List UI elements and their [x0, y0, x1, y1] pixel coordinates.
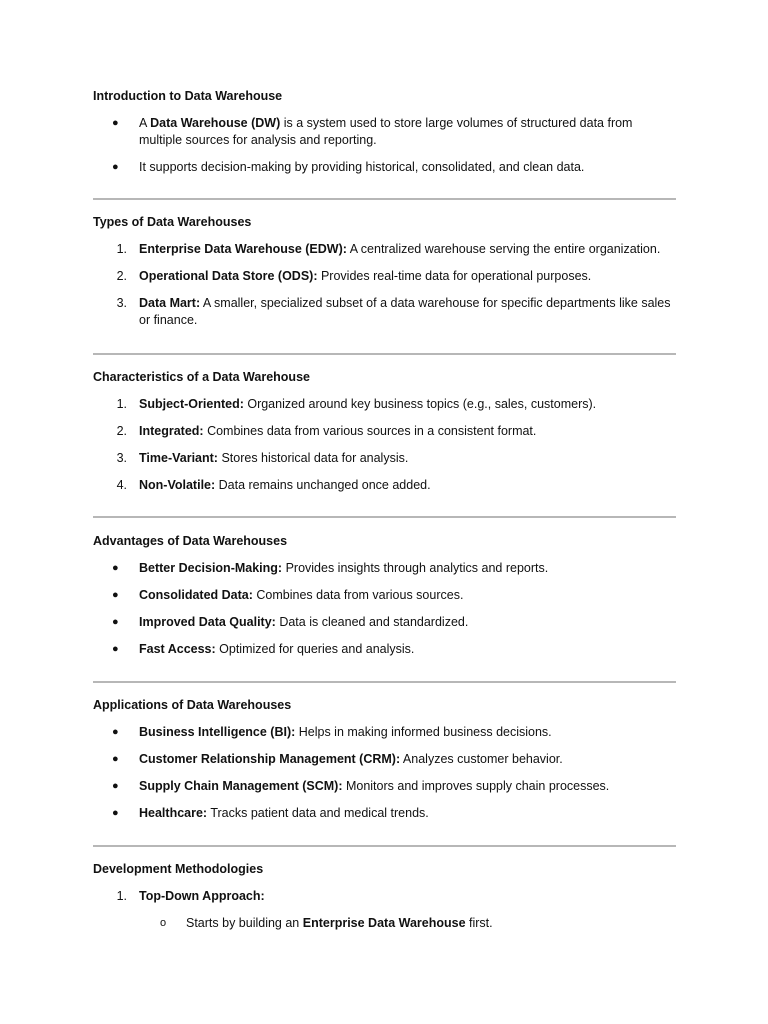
section-types [93, 214, 676, 329]
horizontal-divider [93, 681, 676, 683]
list-number: 4. [116, 478, 127, 492]
list-item [93, 423, 676, 440]
item-term: Business Intelligence (BI): [139, 725, 296, 739]
item-term: Data Warehouse (DW) [150, 116, 281, 130]
item-text: Tracks patient data and medical trends. [207, 806, 429, 820]
item-term: Consolidated Data: [139, 588, 253, 602]
list-item [93, 268, 676, 285]
item-text: Analyzes customer behavior. [400, 752, 563, 766]
bullet-marker: ● [112, 807, 119, 819]
item-term: Subject-Oriented: [139, 397, 244, 411]
list-item [93, 614, 676, 631]
sub-bullet-marker: o [160, 917, 167, 929]
item-term: Healthcare: [139, 806, 208, 820]
item-term: Improved Data Quality: [139, 615, 276, 629]
horizontal-divider [93, 198, 676, 200]
bullet-marker: ● [112, 589, 119, 601]
list-item [93, 477, 676, 494]
list-item [93, 805, 676, 822]
item-term: Customer Relationship Management (CRM): [139, 752, 401, 766]
list-item [93, 241, 676, 258]
item-text: Monitors and improves supply chain processes. [342, 779, 610, 793]
list-item [93, 295, 676, 329]
section-advantages [93, 533, 676, 658]
section-heading: Advantages of Data Warehouses [93, 534, 288, 548]
item-term: Enterprise Data Warehouse (EDW): [139, 242, 347, 256]
list-item [93, 115, 676, 149]
bullet-marker: ● [112, 616, 119, 628]
list-item [93, 396, 676, 413]
item-text-lead: Starts by building an [186, 916, 303, 930]
item-text: A smaller, specialized subset of a data warehouse for specific departments like sales or finance. [139, 296, 671, 327]
section-applications [93, 697, 676, 822]
list-number: 1. [116, 889, 127, 903]
list-item [93, 888, 676, 905]
item-text: first. [465, 916, 493, 930]
list-number: 1. [116, 397, 127, 411]
list-number: 1. [116, 242, 127, 256]
item-text: Combines data from various sources. [252, 588, 464, 602]
item-term: Supply Chain Management (SCM): [139, 779, 343, 793]
section-methodologies [93, 861, 676, 932]
bullet-marker: ● [112, 643, 119, 655]
item-text: Data remains unchanged once added. [215, 478, 431, 492]
list-item [93, 778, 676, 795]
list-item [93, 587, 676, 604]
horizontal-divider [93, 353, 676, 355]
list-item [93, 641, 676, 658]
item-term: Enterprise Data Warehouse [302, 916, 466, 930]
item-text: Data is cleaned and standardized. [275, 615, 469, 629]
list-number: 2. [116, 424, 127, 438]
item-text: Optimized for queries and analysis. [215, 642, 415, 656]
item-term: Non-Volatile: [139, 478, 216, 492]
item-text: A centralized warehouse serving the entire organization. [346, 242, 661, 256]
list-number: 2. [116, 269, 127, 283]
item-text: Combines data from various sources in a consistent format. [203, 424, 537, 438]
bullet-marker: ● [112, 161, 119, 173]
list-item [93, 724, 676, 741]
bullet-marker: ● [112, 780, 119, 792]
item-term: Fast Access: [139, 642, 216, 656]
bullet-marker: ● [112, 753, 119, 765]
list-item [93, 450, 676, 467]
section-heading: Characteristics of a Data Warehouse [93, 370, 310, 384]
item-text: It supports decision-making by providing historical, consolidated, and clean data. [139, 160, 585, 174]
horizontal-divider [93, 845, 676, 847]
item-term: Top-Down Approach: [139, 889, 265, 903]
bullet-marker: ● [112, 562, 119, 574]
sub-list-item [93, 915, 676, 932]
section-heading: Development Methodologies [93, 862, 264, 876]
section-characteristics [93, 369, 676, 494]
section-introduction [93, 88, 676, 176]
list-item [93, 751, 676, 768]
item-text: Provides real-time data for operational purposes. [317, 269, 592, 283]
list-number: 3. [116, 451, 127, 465]
item-term: Integrated: [139, 424, 204, 438]
item-text-lead: A [139, 116, 151, 130]
bullet-marker: ● [112, 726, 119, 738]
item-text: Stores historical data for analysis. [217, 451, 409, 465]
item-text: Helps in making informed business decisions. [295, 725, 552, 739]
item-term: Operational Data Store (ODS): [139, 269, 318, 283]
item-text: is a system used to store large volumes of structured data from multiple sources for analysis and reporting. [139, 116, 633, 147]
section-heading: Applications of Data Warehouses [93, 698, 292, 712]
item-text: Provides insights through analytics and reports. [282, 561, 549, 575]
item-term: Better Decision-Making: [139, 561, 283, 575]
section-heading: Types of Data Warehouses [93, 215, 252, 229]
section-heading: Introduction to Data Warehouse [93, 89, 283, 103]
item-term: Time-Variant: [139, 451, 218, 465]
list-item [93, 560, 676, 577]
bullet-marker: ● [112, 117, 119, 129]
horizontal-divider [93, 516, 676, 518]
list-item [93, 159, 676, 176]
item-text: Organized around key business topics (e.g., sales, customers). [243, 397, 597, 411]
list-number: 3. [116, 296, 127, 310]
item-term: Data Mart: [139, 296, 201, 310]
